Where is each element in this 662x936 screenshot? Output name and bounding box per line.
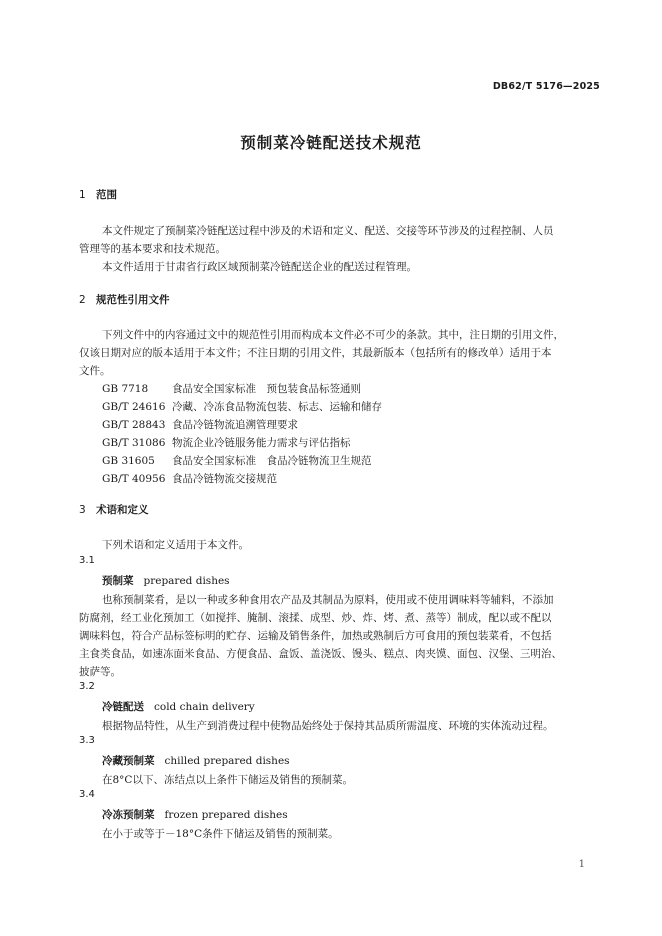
term-definition-line: 在小于或等于－18°C条件下储运及销售的预制菜。 — [102, 828, 339, 840]
reference-code: GB/T 31086 — [102, 437, 166, 449]
reference-title: 物流企业冷链服务能力需求与评估指标 — [172, 437, 351, 449]
term-definition-line: 在8°C以下、冻结点以上条件下储运及销售的预制菜。 — [102, 774, 353, 786]
section-title: 规范性引用文件 — [96, 294, 170, 306]
reference-item — [102, 416, 298, 434]
term-chinese: 预制菜 — [102, 575, 134, 587]
reference-item — [102, 380, 361, 398]
term-heading — [102, 807, 288, 822]
section-title: 范围 — [96, 189, 117, 201]
section-number: 1 — [79, 189, 86, 201]
reference-item — [102, 434, 351, 452]
term-definition-line: 也称预制菜肴，是以一种或多种食用农产品及其制品为原料，使用或不使用调味料等辅料，不添加 — [102, 594, 554, 606]
term-english: cold chain delivery — [154, 701, 255, 713]
term-heading — [102, 699, 255, 714]
scope-paragraph-1-line-1: 本文件规定了预制菜冷链配送过程中涉及的术语和定义、配送、交接等环节涉及的过程控制、人员 — [102, 225, 554, 237]
reference-item — [102, 452, 372, 470]
term-definition-line: 防腐剂，经工业化预加工（如搅拌、腌制、滚揉、成型、炒、炸、烤、煮、蒸等）制成，配以或不配以 — [79, 612, 552, 624]
term-definition-line: 披萨等。 — [79, 666, 121, 678]
term-english: prepared dishes — [143, 575, 230, 587]
term-chinese: 冷冻预制菜 — [102, 809, 155, 821]
reference-code: GB/T 24616 — [102, 401, 166, 413]
normref-intro-line-1: 下列文件中的内容通过文中的规范性引用而构成本文件必不可少的条款。其中，注日期的引用文件， — [102, 329, 564, 341]
section-3-heading — [79, 502, 149, 517]
section-2-heading — [79, 292, 170, 307]
term-definition-line: 根据物品特性，从生产到消费过程中使物品始终处于保持其品质所需温度、环境的实体流动过程。 — [102, 720, 554, 732]
document-code: DB62/T 5176—2025 — [492, 81, 600, 92]
clause-number: 3.1 — [79, 555, 95, 566]
reference-title: 食品冷链物流交接规范 — [172, 473, 277, 485]
section-number: 2 — [79, 294, 86, 306]
clause-number: 3.3 — [79, 735, 95, 746]
reference-item — [102, 398, 382, 416]
scope-paragraph-1-line-2: 管理等的基本要求和技术规范。 — [79, 243, 226, 255]
normref-intro-line-2: 仅该日期对应的版本适用于本文件；不注日期的引用文件，其最新版本（包括所有的修改单）适用于本 — [79, 347, 552, 359]
reference-title: 食品安全国家标准 预包装食品标签通则 — [172, 383, 361, 395]
term-chinese: 冷藏预制菜 — [102, 755, 155, 767]
term-definition-line: 调味料包，符合产品标签标明的贮存、运输及销售条件，加热或熟制后方可食用的预包装菜肴，不包括 — [79, 630, 552, 642]
reference-code: GB 31605 — [102, 455, 155, 467]
reference-code: GB/T 40956 — [102, 473, 166, 485]
reference-title: 食品安全国家标准 食品冷链物流卫生规范 — [172, 455, 372, 467]
scope-paragraph-2: 本文件适用于甘肃省行政区域预制菜冷链配送企业的配送过程管理。 — [102, 261, 417, 273]
page-number: 1 — [578, 859, 585, 870]
normref-intro-line-3: 文件。 — [79, 365, 111, 377]
term-heading — [102, 573, 230, 588]
section-number: 3 — [79, 504, 86, 516]
term-english: chilled prepared dishes — [164, 755, 290, 767]
term-heading — [102, 753, 290, 768]
reference-title: 冷藏、冷冻食品物流包装、标志、运输和储存 — [172, 401, 382, 413]
reference-code: GB/T 28843 — [102, 419, 166, 431]
terms-intro: 下列术语和定义适用于本文件。 — [102, 539, 249, 551]
term-definition-line: 主食类食品，如速冻面米食品、方便食品、盒饭、盖浇饭、馒头、糕点、肉夹馍、面包、汉堡、三明治、 — [79, 648, 562, 660]
page-title: 预制菜冷链配送技术规范 — [240, 134, 422, 152]
clause-number: 3.2 — [79, 681, 95, 692]
clause-number: 3.4 — [79, 789, 95, 800]
term-chinese: 冷链配送 — [102, 701, 144, 713]
section-title: 术语和定义 — [96, 504, 149, 516]
reference-code: GB 7718 — [102, 383, 149, 395]
reference-item — [102, 470, 277, 488]
section-1-heading — [79, 187, 117, 202]
term-english: frozen prepared dishes — [164, 809, 288, 821]
reference-title: 食品冷链物流追溯管理要求 — [172, 419, 298, 431]
